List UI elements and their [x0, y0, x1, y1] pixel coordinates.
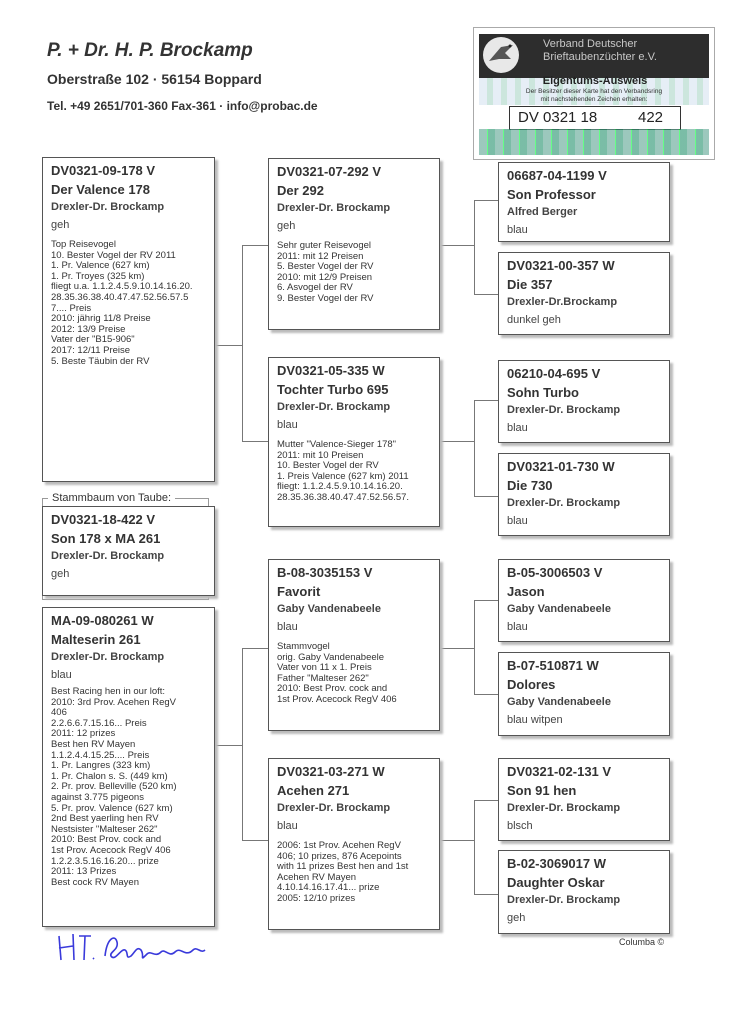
pigeon-color: blau — [277, 419, 298, 431]
connector-line — [242, 441, 268, 442]
ring-number: MA-09-080261 W — [51, 613, 154, 628]
pedigree-granddam-maternal — [268, 758, 440, 930]
pedigree-gen3-5 — [498, 559, 670, 642]
pigeon-color: blau — [277, 621, 298, 633]
owner-name: Gaby Vandenabeele — [507, 696, 611, 708]
pedigree-gen3-6 — [498, 652, 670, 736]
note-line: 2006: 1st Prov. Acehen RegV — [277, 840, 401, 851]
owner-name: Drexler-Dr. Brockamp — [51, 550, 165, 562]
subject-label: Stammbaum von Taube: — [48, 492, 175, 504]
note-line: against 3.775 pigeons — [51, 791, 144, 803]
ring-number: B-08-3035153 V — [277, 565, 373, 580]
note-line: Mutter "Valence-Sieger 178" — [277, 439, 397, 450]
ring-number: B-02-3069017 W — [507, 856, 606, 871]
ring-number: 06687-04-1199 V — [507, 168, 607, 183]
pigeon-name: Der 292 — [277, 183, 324, 198]
connector-line — [474, 200, 475, 294]
note-line: 2.2.6.6.7.15.16... Preis — [51, 717, 147, 729]
ring-number: B-05-3006503 V — [507, 565, 603, 580]
note-line: 7.... Preis — [51, 302, 92, 314]
note-line: 2010: Best Prov. cock and — [51, 834, 162, 846]
pedigree-dam — [42, 607, 215, 927]
note-line: fliegt u.a. 1.1.2.4.5.9.10.14.16.20. — [51, 281, 193, 293]
note-line: Best Racing hen in our loft: — [51, 686, 166, 697]
note-line: 2. Pr. prov. Belleville (520 km) — [51, 781, 177, 793]
ownership-card — [473, 27, 715, 160]
owner-name: Drexler-Dr. Brockamp — [51, 651, 165, 663]
note-line: Acehen RV Mayen — [277, 871, 357, 883]
note-line: Top Reisevogel — [51, 239, 116, 250]
note-line: 406; 10 prizes, 876 Acepoints — [277, 850, 402, 862]
note-line: 2017: 12/11 Preise — [51, 344, 131, 356]
owner-name: Drexler-Dr. Brockamp — [507, 894, 621, 906]
card-desc-line1: Der Besitzer dieser Karte hat den Verbandsring — [525, 88, 663, 95]
card-header — [479, 34, 709, 78]
pigeon-color: geh — [277, 220, 296, 232]
connector-line — [474, 294, 498, 295]
owner-name: Drexler-Dr. Brockamp — [277, 202, 391, 214]
note-line: 2005: 12/10 prizes — [277, 892, 356, 904]
ring-number: DV0321-02-131 V — [507, 764, 612, 779]
note-line: Nestsister "Malteser 262" — [51, 823, 158, 835]
pigeon-name: Jason — [507, 584, 545, 599]
footer-credit: Columba © — [619, 937, 665, 947]
pedigree-grandsire-maternal — [268, 559, 440, 731]
pedigree-grandsire-paternal — [268, 158, 440, 330]
note-line: 6. Asvogel der RV — [277, 282, 353, 294]
note-line: fliegt: 1.1.2.4.5.9.10.14.16.20. — [277, 481, 403, 493]
pigeon-color: blau — [277, 820, 298, 832]
breeder-contact: Tel. +49 2651/701-360 Fax-361 · info@probac.de — [47, 99, 318, 113]
card-ring-suffix: 422 — [638, 109, 664, 126]
note-line: 4.10.14.16.17.41... prize — [277, 882, 380, 894]
pigeon-name: Tochter Turbo 695 — [277, 382, 389, 397]
ring-number: DV0321-05-335 W — [277, 363, 385, 378]
pigeon-name: Son 91 hen — [507, 783, 577, 798]
note-line: with 11 prizes Best hen and 1st — [277, 861, 409, 873]
pigeon-logo-icon — [483, 37, 519, 73]
ring-number: 06210-04-695 V — [507, 366, 601, 381]
owner-name: Alfred Berger — [507, 206, 578, 218]
note-line: 1. Pr. Langres (323 km) — [51, 760, 151, 772]
owner-name: Drexler-Dr. Brockamp — [507, 497, 621, 509]
performance-notes — [51, 240, 206, 367]
connector-line — [474, 496, 498, 497]
ring-number: DV0321-00-357 W — [507, 258, 615, 273]
pedigree-gen3-3 — [498, 360, 670, 443]
connector-line — [215, 345, 242, 346]
note-line: 2011: 12 prizes — [51, 728, 116, 740]
connector-line — [474, 600, 475, 694]
owner-name: Drexler-Dr. Brockamp — [51, 201, 165, 213]
pigeon-name: Acehen 271 — [277, 783, 350, 798]
pigeon-name: Die 357 — [507, 277, 553, 292]
pigeon-name: Malteserin 261 — [51, 632, 141, 647]
owner-name: Gaby Vandenabeele — [277, 603, 381, 615]
pigeon-name: Son Professor — [507, 187, 596, 202]
note-line: Best hen RV Mayen — [51, 738, 136, 750]
connector-line — [242, 245, 268, 246]
note-line: 1st Prov. Acecock RegV 406 — [277, 693, 397, 705]
card-description — [494, 88, 694, 104]
connector-line — [242, 648, 268, 649]
connector-line — [474, 400, 475, 496]
pedigree-sire — [42, 157, 215, 482]
note-line: Vater der "B15-906" — [51, 334, 135, 346]
note-line: 1.2.2.3.5.16.16.20... prize — [51, 855, 159, 867]
pigeon-color: dunkel geh — [507, 314, 561, 326]
pigeon-name: Der Valence 178 — [51, 182, 151, 197]
owner-name: Drexler-Dr. Brockamp — [507, 404, 621, 416]
note-line: 28.35.36.38.40.47.47.52.56.57.5 — [51, 291, 189, 303]
breeder-name: P. + Dr. H. P. Brockamp — [47, 40, 253, 61]
pedigree-gen3-2 — [498, 252, 670, 335]
connector-line — [242, 648, 243, 840]
connector-line — [474, 894, 498, 895]
note-line: 1st Prov. Acecock RegV 406 — [51, 844, 171, 856]
pedigree-gen3-4 — [498, 453, 670, 536]
connector-line — [440, 648, 474, 649]
note-line: 2010: mit 12/9 Preisen — [277, 271, 373, 283]
note-line: 10. Bester Vogel der RV — [277, 460, 379, 472]
owner-name: Drexler-Dr. Brockamp — [277, 401, 391, 413]
note-line: 1. Preis Valence (627 km) 2011 — [277, 470, 409, 482]
pigeon-name: Son 178 x MA 261 — [51, 531, 161, 546]
connector-line — [242, 840, 268, 841]
pigeon-color: geh — [51, 219, 70, 231]
connector-line — [474, 400, 498, 401]
connector-line — [242, 245, 243, 441]
ring-number: DV0321-07-292 V — [277, 164, 382, 179]
pedigree-gen3-8 — [498, 850, 670, 934]
owner-name: Drexler-Dr. Brockamp — [277, 802, 391, 814]
note-line: 2010: Best Prov. cock and — [277, 683, 388, 695]
connector-line — [440, 245, 474, 246]
pigeon-name: Die 730 — [507, 478, 553, 493]
note-line: 2nd Best yaerling hen RV — [51, 813, 159, 825]
pigeon-color: blau witpen — [507, 714, 563, 726]
card-organisation — [543, 38, 657, 64]
performance-notes — [277, 841, 431, 905]
note-line: 2010: jährig 11/8 Preise — [51, 313, 151, 325]
note-line: 9. Bester Vogel der RV — [277, 292, 374, 304]
note-line: 2011: mit 10 Preisen — [277, 449, 364, 461]
pigeon-name: Sohn Turbo — [507, 385, 579, 400]
pigeon-color: blau — [51, 669, 72, 681]
pigeon-color: blsch — [507, 820, 533, 832]
note-line: orig. Gaby Vandenabeele — [277, 651, 385, 663]
connector-line — [474, 600, 498, 601]
pigeon-color: geh — [51, 568, 70, 580]
pedigree-granddam-paternal — [268, 357, 440, 527]
pigeon-color: blau — [507, 224, 528, 236]
ring-number: DV0321-03-271 W — [277, 764, 385, 779]
card-org-line2: Brieftaubenzüchter e.V. — [543, 51, 657, 63]
owner-name: Drexler-Dr. Brockamp — [507, 802, 621, 814]
performance-notes — [277, 241, 431, 305]
breeder-address: Oberstraße 102 · 56154 Boppard — [47, 71, 262, 87]
note-line: 5. Pr. prov. Valence (627 km) — [51, 802, 173, 814]
card-org-line1: Verband Deutscher — [543, 38, 638, 50]
connector-line — [474, 800, 498, 801]
note-line: 406 — [51, 707, 67, 719]
pigeon-name: Favorit — [277, 584, 321, 599]
owner-name: Drexler-Dr.Brockamp — [507, 296, 618, 308]
connector-line — [215, 745, 242, 746]
pigeon-color: blau — [507, 515, 528, 527]
note-line: 5. Beste Täubin der RV — [51, 355, 150, 367]
card-pattern-bottom — [479, 129, 709, 155]
ring-number: B-07-510871 W — [507, 658, 599, 673]
note-line: Vater von 11 x 1. Preis — [277, 662, 372, 674]
card-desc-line2: mit nachstehenden Zeichen erhalten: — [540, 96, 648, 103]
note-line: 1. Pr. Troyes (325 km) — [51, 270, 145, 282]
note-line: 28.35.36.38.40.47.47.52.56.57. — [277, 491, 410, 503]
ring-number: DV0321-09-178 V — [51, 163, 156, 178]
pigeon-name: Daughter Oskar — [507, 875, 605, 890]
note-line: 2011: 13 Prizes — [51, 866, 117, 878]
note-line: 10. Bester Vogel der RV 2011 — [51, 249, 176, 261]
note-line: 2011: mit 12 Preisen — [277, 250, 364, 262]
note-line: 1. Pr. Valence (627 km) — [51, 260, 150, 272]
connector-line — [440, 840, 474, 841]
performance-notes — [51, 687, 206, 888]
ring-number: DV0321-18-422 V — [51, 512, 156, 527]
performance-notes — [277, 642, 431, 706]
performance-notes — [277, 440, 431, 504]
card-ring-number — [509, 106, 681, 130]
owner-name: Gaby Vandenabeele — [507, 603, 611, 615]
pedigree-subject — [42, 506, 215, 596]
note-line: Stammvogel — [277, 641, 330, 652]
connector-line — [474, 694, 498, 695]
note-line: 2010: 3rd Prov. Acehen RegV — [51, 696, 176, 708]
connector-line — [474, 200, 498, 201]
pigeon-color: blau — [507, 422, 528, 434]
note-line: Father "Malteser 262" — [277, 672, 369, 684]
handwritten-signature — [55, 928, 215, 973]
note-line: 1.1.2.4.4.15.25.... Preis — [51, 749, 150, 761]
pigeon-color: blau — [507, 621, 528, 633]
pedigree-gen3-7 — [498, 758, 670, 841]
note-line: 2012: 13/9 Preise — [51, 323, 126, 335]
note-line: 5. Bester Vogel der RV — [277, 261, 374, 273]
pedigree-gen3-1 — [498, 162, 670, 242]
note-line: Best cock RV Mayen — [51, 876, 140, 888]
card-ring-prefix: DV 0321 18 — [518, 109, 598, 126]
pigeon-name: Dolores — [507, 677, 556, 692]
ring-number: DV0321-01-730 W — [507, 459, 615, 474]
connector-line — [440, 441, 474, 442]
card-title: Eigentums-Ausweis — [542, 75, 648, 87]
note-line: Sehr guter Reisevogel — [277, 240, 371, 251]
connector-line — [474, 800, 475, 894]
note-line: 1. Pr. Chalon s. S. (449 km) — [51, 770, 168, 782]
pigeon-color: geh — [507, 912, 526, 924]
